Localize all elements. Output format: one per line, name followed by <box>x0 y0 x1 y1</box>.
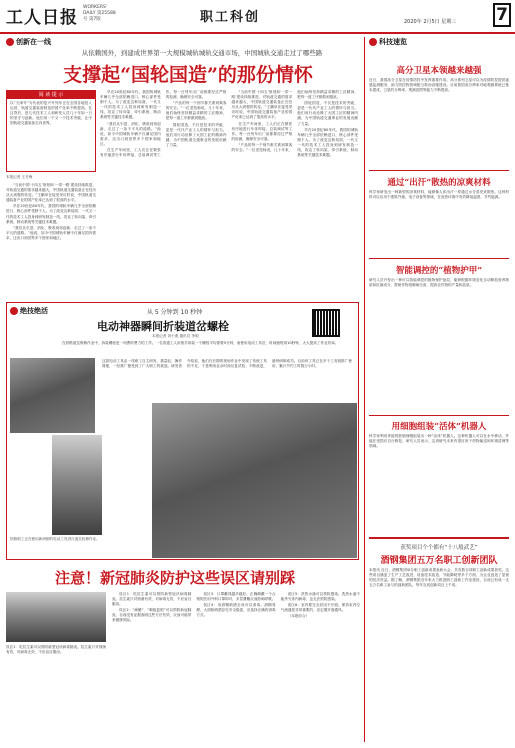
intro-box <box>6 90 96 172</box>
intro-label: 阅 读 提 示 <box>7 91 95 99</box>
side-item-title: 通过“出汗”散热的凉爽材料 <box>387 178 491 188</box>
main-body-col1 <box>6 183 96 298</box>
main-paragraph: “产品的每一个细节都关系到乘客的安全。”一位老技师说，几十年来，他们始终坚持精益求精的工匠精神，把每一道工序都做到极致。 <box>231 90 358 153</box>
main-paragraph: 在生产车间里，工人们正在紧张有序地进行车体焊接、总装调试等工作。每一台列车出厂前都要经过严格的检测，确保安全可靠。 <box>100 90 227 158</box>
main-paragraph: 早在20世纪80年代，我国的城轨车辆几乎全部依赖进口，核心部件受制于人。为了改变这种局面，一代又一代的技术工人投身到研发制造一线，攻克了转向架、牵引系统、制动系统等关键技术难题。 <box>6 204 96 224</box>
side-item-body: 研究人员开发出一种可以智能调控的植物保护涂层，能够根据环境变化自动释放营养物质和抗菌成分，帮助作物抵御病虫害，提高农作物的产量和品质。 <box>369 278 509 288</box>
main-paragraph: “我们从引进、消化、吸收到再创新，走过了一条不平凡的道路。”他说，如今中国城轨车辆不仅满足国内需求，还出口到世界多个国家和地区。 <box>6 225 96 240</box>
feature-lead: 在铁路道岔维修作业中，拆装螺栓是一项费时费力的工作。一名普通工人用扳手拆装一个螺栓平均需要5分钟，而使用电动工具后，时间缩短到10秒钟，大大提高了作业效率。 <box>62 341 339 345</box>
bullet-icon <box>369 38 377 46</box>
side-bottom-body: 本报讯 近日，酒钢集团举办职工创新成果表彰大会，共有数百项职工创新成果获奖。这些项目涵盖了生产工艺改进、设备技术改造、节能降耗等多个方面，为企业创造了显著的经济效益。据了解，酒钢集团近年来大力推进职工创新工作室建设，目前已形成一支五万名职工参与的创新团队，每年完成创新项目上千项。 <box>369 568 509 588</box>
bottom-body <box>112 592 360 742</box>
bottom-item: 误区4：用酒精喷洒全身可以消毒。酒精易燃，大面积喷洒存在安全隐患，应选择正确的消毒方式。 <box>196 603 276 618</box>
bottom-photo <box>6 592 106 642</box>
side-bottom-title: 酒钢集团五万名职工创新团队 <box>380 556 498 566</box>
bullet-icon <box>6 38 14 46</box>
feature-kicker: 从 5 分钟到 10 秒钟 <box>147 309 203 316</box>
feature-headline: 电动神器瞬间折装道岔螺栓 <box>97 320 229 333</box>
bottom-item: 误区5：洗热水澡可以预防感染。洗热水澡不能杀灭体内病毒，也无法预防感染。 <box>280 592 360 602</box>
column-divider <box>364 37 365 742</box>
main-tag <box>6 37 51 47</box>
feature-photo-rail <box>52 435 102 535</box>
main-paragraph: “当前中国‘十四五’规划和‘一带一路’建设持续推进，对轨道交通的需求越来越大，中国轨道交通装备正在经历从大到强的转变。”王鹏举在接受采访时说，中国轨道交通装备产业的国产化率已达到了很高的水平。 <box>6 183 96 203</box>
side-divider <box>369 415 509 416</box>
feature-tag <box>10 306 48 316</box>
feature-tag-label: 绝技绝活 <box>20 307 48 315</box>
intro-text: 以“天津号”为代表的复兴号列车正在全国各地投入运营，轨道交通装备制造的国产化率不断提高。在这背后，是几代技术工人和研发人员几十年如一日的坚守与创新。他们用一个又一个技术突破，让中国轨道交通装备走向世界。 <box>10 101 92 126</box>
main-paragraph: “我们从引进、消化、吸收到再创新，走过了一条不平凡的道路。”他说，如今中国城轨车辆不仅满足国内需求，还出口到世界多个国家和地区。 <box>100 121 161 146</box>
main-byline: 本报记者 王冬梅 <box>6 175 33 179</box>
feature-caption: 铁路职工正在使用新研制的电动工具进行道岔检修作业。 <box>10 537 100 541</box>
main-paragraph: “产品的每一个细节都关系到乘客的安全。”一位老技师说，几十年来，他们始终坚持精益求精的工匠精神，把每一道工序都做到极致。 <box>165 101 227 121</box>
dateline: 2020年 2月5日 星期三 <box>404 19 457 25</box>
feature-photo-team <box>152 403 357 558</box>
bottom-byline: （本报综合） <box>287 614 310 619</box>
main-paragraph: 早在20世纪80年代，我国的城轨车辆几乎全部依赖进口，核心部件受制于人。为了改变这种局面，一代又一代的技术工人投身到研发制造一线，攻克了转向架、牵引系统、制动系统等关键技术难题。 <box>100 90 161 120</box>
section-title: 职工科创 <box>200 10 261 25</box>
bottom-left-text: 误区1：吃抗生素可以预防新型冠状病毒肺炎。抗生素只对细菌有效，对病毒无效，不应盲目服用。 <box>6 645 106 655</box>
bottom-headline: 注意！新冠肺炎防护这些误区请别踩 <box>55 569 296 587</box>
side-divider <box>369 170 509 171</box>
main-body-cols <box>100 90 358 298</box>
feature-body: 这款电动工具由一线职工自主研发，重量轻、操作简便，一经推广便受到了广大职工的欢迎。研发者介绍说，他们在长期的现场作业中发现了传统工具的不足，于是利用业余时间反复试验、不断改进，最终研制成功。目前该工具已在多个工务段推广使用，累计节约工时数万小时。 <box>102 359 352 369</box>
feature-photo-worker <box>10 358 95 433</box>
side-item-title: 智能调控的“植物护甲” <box>395 266 483 276</box>
side-item-title: 高分卫星本领越来越强 <box>396 66 482 76</box>
main-paragraph: 早在20世纪80年代，我国的城轨车辆几乎全部依赖进口，核心部件受制于人。为了改变这种局面，一代又一代的技术工人投身到研发制造一线，攻克了转向架、牵引系统、制动系统等关键技术难题。 <box>297 127 358 158</box>
main-headline: 支撑起“国轮国造”的那份情怀 <box>63 64 313 86</box>
bottom-item: 误区3：口罩戴得越多越好。正确佩戴一个合格的医用外科口罩即可，多层叠戴反而影响呼吸。 <box>196 592 276 602</box>
page-number: 7 <box>493 3 511 27</box>
main-paragraph: “当前中国‘十四五’规划和‘一带一路’建设持续推进，对轨道交通的需求越来越大，中国轨道交通装备正在经历从大到强的转变。”王鹏举在接受采访时说，中国轨道交通装备产业的国产化率已达到了很高的水平。 <box>231 90 293 120</box>
logo-subtitle: WORKERS' DAILY 第25588号 第7版 <box>83 5 116 22</box>
masthead <box>0 0 515 34</box>
side-bottom-kicker: 获奖项目个个都有“十八般武艺” <box>400 545 478 551</box>
side-divider <box>369 537 509 539</box>
bottom-item: 误区6：室内要完全封闭不开窗。保持室内空气流通是非常重要的，应定期开窗通风。 <box>280 603 360 613</box>
main-paragraph: 国轮国造，不仅是技术的突破，更是一代代产业工人的情怀与担当。他们用行动诠释了大国工匠的精神内涵，为中国轨道交通事业的发展贡献了力量。 <box>165 122 227 147</box>
main-kicker: 从依赖国外，到建成世界第一大规模城轨城轨交通市场，中国城轨交通走过了哪些路 <box>81 49 323 57</box>
side-item-title: 用细胞组装“活体”机器人 <box>391 422 487 432</box>
feature-box <box>6 302 359 560</box>
bottom-item: 误区1：吃抗生素可以预防新型冠状病毒肺炎。抗生素只对细菌有效，对病毒无效，不应盲目服用。 <box>112 592 192 607</box>
side-tag <box>369 37 407 47</box>
bottom-item: 误区2：“熏醋”、“喝板蓝根”可以预防新冠肺炎。目前没有证据表明这些方法有效，反而可能带来健康风险。 <box>112 608 192 623</box>
qr-code-icon[interactable] <box>312 309 340 337</box>
main-tag-label: 创新在一线 <box>16 38 51 46</box>
feature-byline: 本报记者 刘小燕 通讯员 李明 <box>152 334 199 338</box>
side-item-body: 近日，我国高分卫星在疫情防控中发挥重要作用。高分系列卫星可以为疫情防控提供遥感监测服务，助力防控物资调配与救治设施建设。目前我国高分辨率对地观测系统已基本建成，卫星的分辨率、观测范围等能力不断提高。 <box>369 78 509 93</box>
side-item-body: 科学家利用青蛙的胚胎细胞组装出一种“活体”机器人。这种机器人可以在水中移动，并能在受损后自行修复。研究人员表示，这项研究未来有望应用于药物输送和环境清理等领域。 <box>369 434 509 449</box>
newspaper-logo: 工人日报 <box>6 8 78 28</box>
bullet-icon <box>10 307 18 315</box>
side-divider <box>369 258 509 259</box>
main-paragraph: 在生产车间里，工人们正在紧张有序地进行车体焊接、总装调试等工作。每一台列车出厂前都要经过严格的检测，确保安全可靠。 <box>231 121 293 141</box>
side-tag-label: 科技速览 <box>379 38 407 46</box>
main-paragraph: 国轮国造，不仅是技术的突破，更是一代代产业工人的情怀与担当。他们用行动诠释了大国工匠的精神内涵，为中国轨道交通事业的发展贡献了力量。 <box>297 101 358 126</box>
side-item-body: 科学家研发出一种新型的凉爽材料，能够像人体出汗一样通过水分蒸发来散热。这种材料可以应用于建筑外墙、电子设备等领域，在炎热环境中有效降低温度，节约能源。 <box>369 190 509 200</box>
